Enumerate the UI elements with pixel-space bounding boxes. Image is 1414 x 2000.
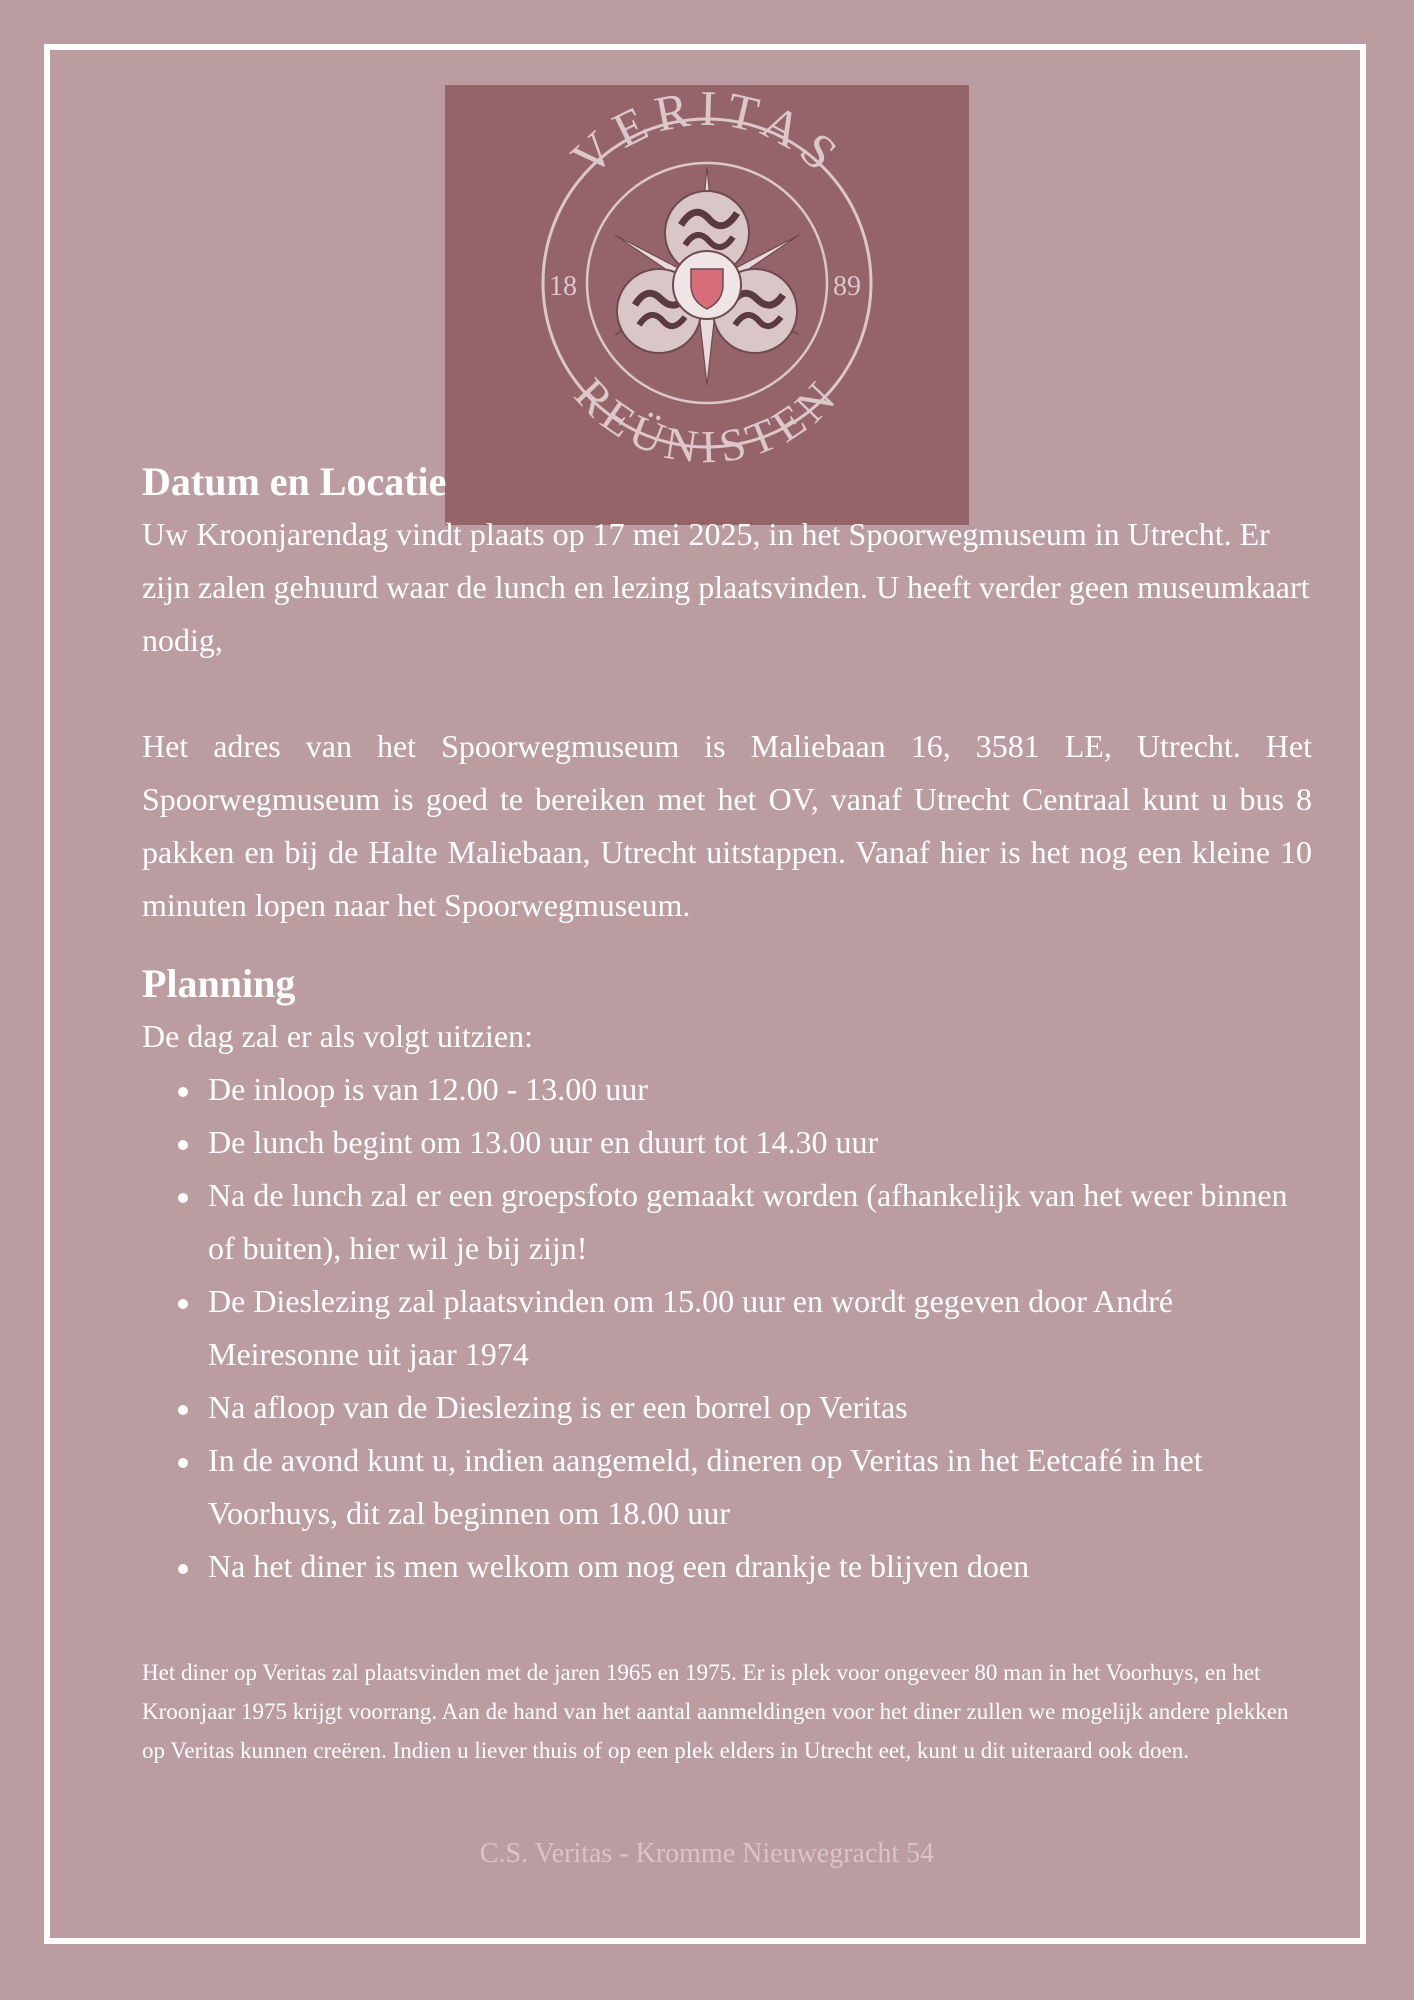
dinner-note: Het diner op Veritas zal plaatsvinden met de jaren 1965 en 1975. Er is plek voor ongeveer 80 man in het Voorhuys, en het Kroonjaar 1975 krijgt voorrang. Aan de hand van het aantal aanmeldingen voor het diner zullen we mogelijk andere plekken op Veritas kunnen creëren. Indien u liever thuis of op een plek elders in Utrecht eet, kunt u dit uiteraard ook doen.	[142, 1660, 1289, 1763]
paragraph-date: Uw Kroonjarendag vindt plaats op 17 mei 2025, in het Spoorwegmuseum in Utrecht. Er zijn zalen gehuurd waar de lunch en lezing plaatsvinden. U heeft verder geen museumkaart nodig,	[142, 516, 1310, 658]
section-title-datum-locatie: Datum en Locatie	[142, 459, 447, 504]
list-item: Na het diner is men welkom om nog een drankje te blijven doen	[208, 1540, 1312, 1593]
list-item: In de avond kunt u, indien aangemeld, dineren op Veritas in het Eetcafé in het Voorhuys, dit zal beginnen om 18.00 uur	[208, 1434, 1312, 1540]
list-item: Na afloop van de Dieslezing is er een borrel op Veritas	[208, 1381, 1312, 1434]
seal-year-left: 18	[549, 271, 577, 302]
footer-address: C.S. Veritas - Kromme Nieuwegracht 54	[479, 1838, 935, 1869]
list-item: De lunch begint om 13.00 uur en duurt tot 14.30 uur	[208, 1116, 1312, 1169]
list-item: De Dieslezing zal plaatsvinden om 15.00 uur en wordt gegeven door André Meiresonne uit jaar 1974	[208, 1275, 1312, 1381]
list-item: De inloop is van 12.00 - 13.00 uur	[208, 1063, 1312, 1116]
section-title-planning: Planning	[142, 961, 296, 1006]
list-item: Na de lunch zal er een groepsfoto gemaakt worden (afhankelijk van het weer binnen of buiten), hier wil je bij zijn!	[208, 1169, 1312, 1275]
seal-year-right: 89	[833, 271, 861, 302]
seal-bottom-text: REÜNISTEN	[565, 368, 849, 474]
paragraph-address: Het adres van het Spoorwegmuseum is Maliebaan 16, 3581 LE, Utrecht. Het Spoorwegmuseum is goed te bereiken met het OV, vanaf Utrecht Centraal kunt u bus 8 pakken en bij de Halte Maliebaan, Utrecht uitstappen. Vanaf hier is het nog een kleine 10 minuten lopen naar het Spoorwegmuseum.	[142, 728, 1312, 923]
main-content	[142, 456, 1312, 1770]
planning-intro: De dag zal er als volgt uitzien:	[142, 1018, 533, 1054]
seal-top-text: VERITAS	[560, 85, 855, 187]
planning-list	[142, 1063, 1312, 1593]
